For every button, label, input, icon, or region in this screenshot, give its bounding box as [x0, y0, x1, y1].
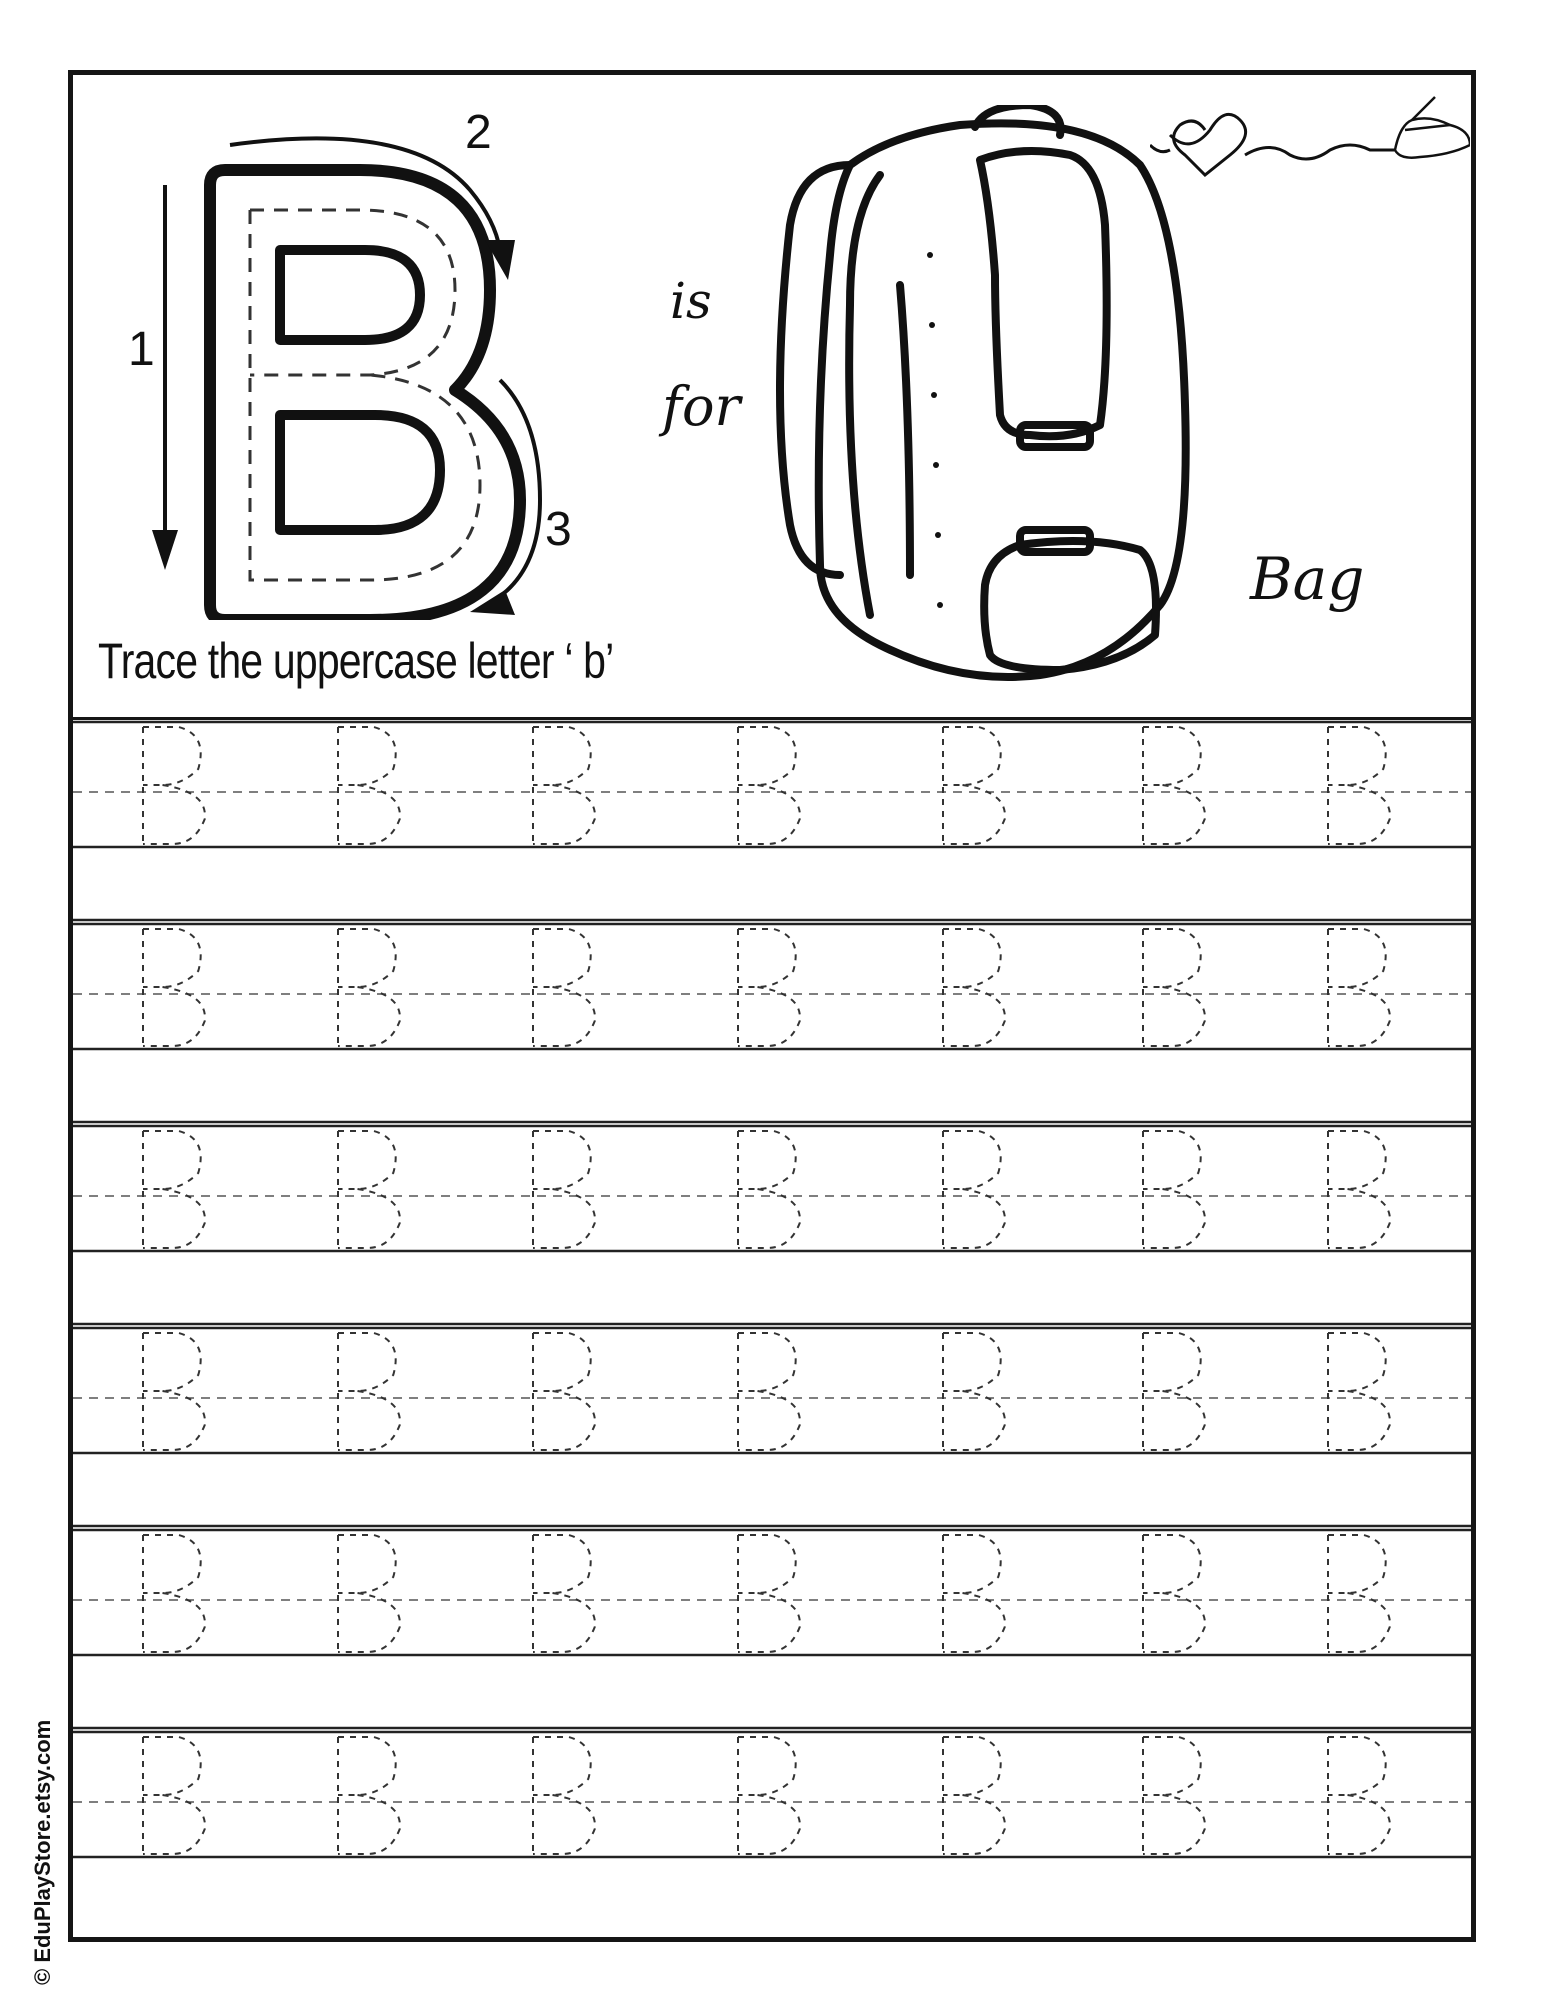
trace-letter-b[interactable] — [533, 1737, 595, 1854]
heart-pencil-doodle — [1150, 95, 1470, 185]
trace-letter-b[interactable] — [738, 1333, 800, 1450]
trace-letter-b[interactable] — [338, 1333, 400, 1450]
letter-b-upper-counter — [280, 250, 420, 340]
trace-letter-b[interactable] — [338, 727, 400, 844]
backpack-icon — [760, 105, 1240, 690]
is-word: is — [670, 272, 712, 330]
trace-letter-b[interactable] — [143, 1535, 205, 1652]
heart-icon — [1170, 114, 1246, 175]
trace-letter-b[interactable] — [143, 929, 205, 1046]
step-2-label: 2 — [465, 106, 492, 159]
trace-letter-b[interactable] — [1328, 1131, 1390, 1248]
trace-letter-b[interactable] — [1328, 727, 1390, 844]
bag-word: Bag — [1250, 545, 1365, 613]
trace-letter-b[interactable] — [943, 1535, 1005, 1652]
instruction-text: Trace the uppercase letter ‘ b’ — [98, 633, 614, 689]
trace-letter-b[interactable] — [943, 1333, 1005, 1450]
trace-letter-b[interactable] — [1328, 1737, 1390, 1854]
stroke-order-letter — [110, 100, 580, 620]
trace-letter-b[interactable] — [1143, 1737, 1205, 1854]
trace-letter-b[interactable] — [1143, 1131, 1205, 1248]
trace-letter-b[interactable] — [1143, 1333, 1205, 1450]
trace-letter-b[interactable] — [1328, 1333, 1390, 1450]
pencil-hand-icon — [1395, 97, 1470, 158]
trace-letter-b[interactable] — [533, 1131, 595, 1248]
trace-letter-b[interactable] — [1328, 1535, 1390, 1652]
trace-letter-b[interactable] — [1143, 929, 1205, 1046]
trace-letter-b[interactable] — [943, 727, 1005, 844]
trace-letter-b[interactable] — [338, 1131, 400, 1248]
trace-letter-b[interactable] — [1143, 1535, 1205, 1652]
trace-letter-b[interactable] — [943, 1737, 1005, 1854]
trace-letter-b[interactable] — [738, 1737, 800, 1854]
trace-letter-b[interactable] — [1328, 929, 1390, 1046]
trace-letter-b[interactable] — [738, 727, 800, 844]
trace-letter-b[interactable] — [143, 727, 205, 844]
trace-letter-b[interactable] — [1143, 727, 1205, 844]
trace-letter-b[interactable] — [533, 727, 595, 844]
trace-letter-b[interactable] — [943, 929, 1005, 1046]
trace-letter-b[interactable] — [533, 1333, 595, 1450]
tracing-grid[interactable] — [73, 720, 1471, 1930]
trace-letter-b[interactable] — [738, 1131, 800, 1248]
copyright-credit: © EduPlayStore.etsy.com — [30, 1719, 55, 1985]
trace-letter-b[interactable] — [738, 1535, 800, 1652]
trace-letter-b[interactable] — [143, 1333, 205, 1450]
trace-letter-b[interactable] — [143, 1131, 205, 1248]
backpack-top-flap — [980, 151, 1107, 436]
backpack-front-pocket — [984, 541, 1156, 670]
backpack-left-seam — [900, 285, 910, 575]
backpack-side-panel — [849, 175, 880, 615]
arrow-1-head — [152, 530, 178, 570]
trace-letter-b[interactable] — [738, 929, 800, 1046]
letter-b-lower-counter — [280, 415, 440, 530]
trace-letter-b[interactable] — [533, 1535, 595, 1652]
trace-letter-b[interactable] — [943, 1131, 1005, 1248]
letter-b-outline — [210, 170, 520, 620]
trace-letter-b[interactable] — [533, 929, 595, 1046]
step-1-label: 1 — [128, 323, 155, 376]
for-word: for — [662, 375, 741, 438]
trace-letter-b[interactable] — [338, 929, 400, 1046]
trace-letter-b[interactable] — [338, 1535, 400, 1652]
trace-letter-b[interactable] — [143, 1737, 205, 1854]
trace-letter-b[interactable] — [338, 1737, 400, 1854]
step-3-label: 3 — [545, 503, 572, 556]
